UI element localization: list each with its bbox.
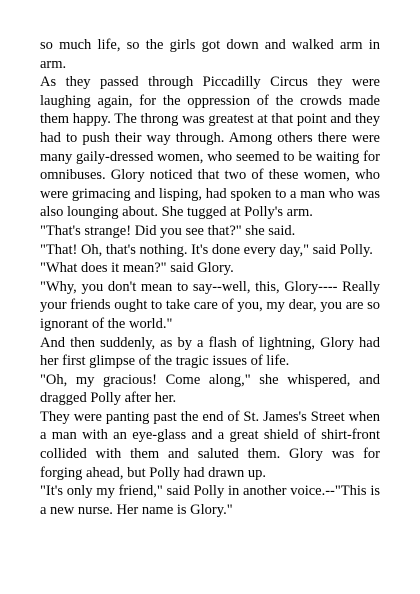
paragraph: "That's strange! Did you see that?" she said.: [40, 222, 296, 239]
paragraph: As they passed through Piccadilly Circus they were laughing again, for the oppression of the crowds made them happy. The throng was greatest at that point and they had to push their way through. Among others there were many gaily-dressed women, who seemed to be waiting for omnibuses. Glory noticed that two of these women, who were grimacing and lisping, had spoken to a man who was also lounging about. She tugged at Polly's arm.: [40, 74, 380, 221]
paragraph: They were panting past the end of St. James's Street when a man with an eye-glass and a great shield of shirt-front collided with them and saluted them. Glory was for forging ahead, but Polly had drawn up.: [40, 408, 380, 481]
paragraph: "What does it mean?" said Glory.: [40, 260, 234, 277]
paragraph: "That! Oh, that's nothing. It's done every day," said Polly.: [40, 241, 373, 258]
paragraph: "It's only my friend," said Polly in another voice.--"This is a new nurse. Her name is Glory.": [40, 483, 380, 518]
paragraph: And then suddenly, as by a flash of lightning, Glory had her first glimpse of the tragic issues of life.: [40, 334, 380, 370]
paragraph: "Why, you don't mean to say--well, this, Glory---- Really your friends ought to take care of you, my dear, you are so ignorant of the world.": [40, 278, 380, 332]
paragraph: "Oh, my gracious! Come along," she whispered, and dragged Polly after her.: [40, 371, 380, 407]
page-body: [40, 36, 380, 519]
paragraph: so much life, so the girls got down and walked arm in arm.: [40, 37, 380, 72]
